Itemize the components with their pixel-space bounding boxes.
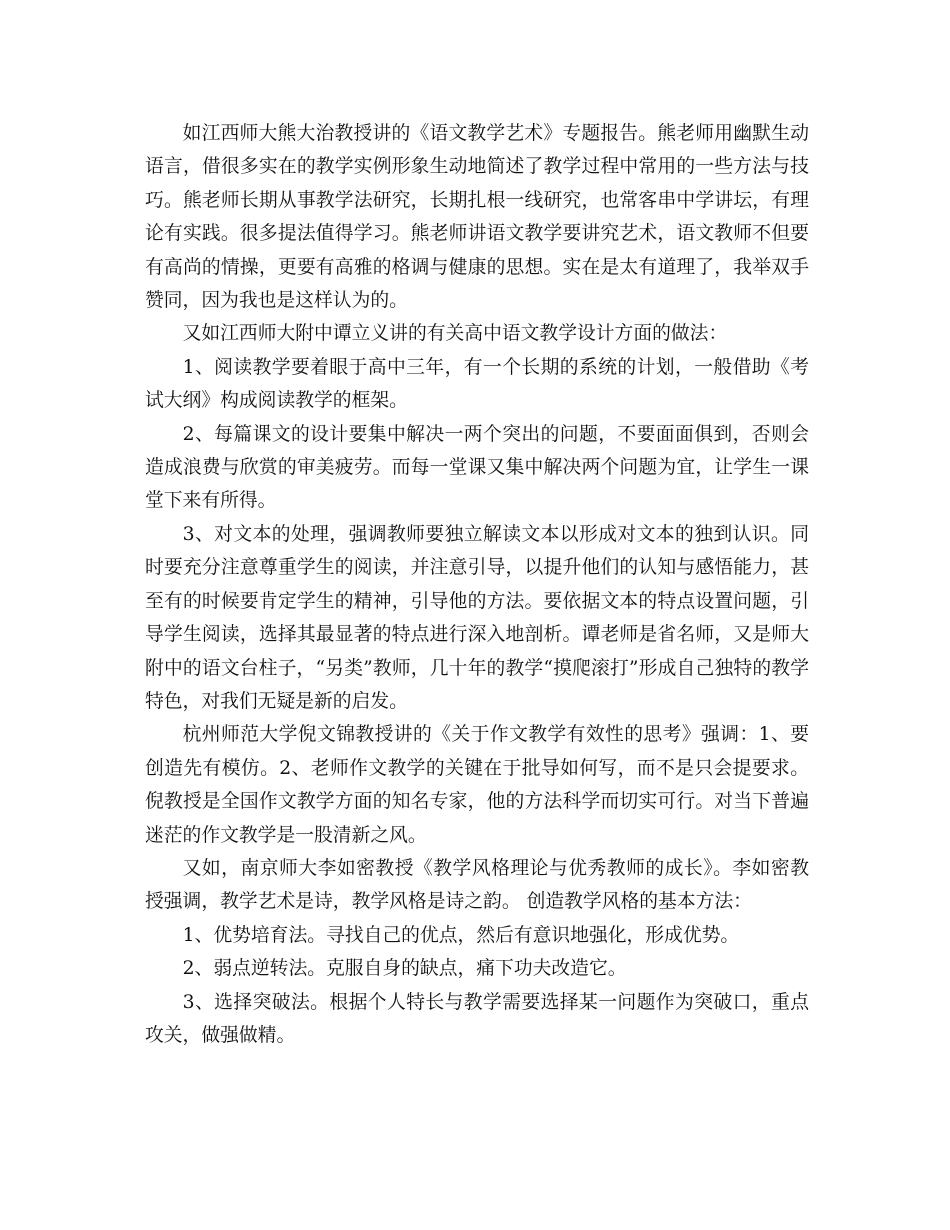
paragraph-1: 如江西师大熊大治教授讲的《语文教学艺术》专题报告。熊老师用幽默生动语言，借很多实在的教学实例形象生动地简述了教学过程中常用的一些方法与技巧。熊老师长期从事教学法研究，长期扎根一线研究，也常客串中学讲坛，有理论有实践。很多提法值得学习。熊老师讲语文教学要讲究艺术，语文教师不但要有高尚的情操，更要有高雅的格调与健康的思想。实在是太有道理了，我举双手赞同，因为我也是这样认为的。 <box>145 123 809 312</box>
document-body <box>145 117 809 1052</box>
list-item-1: 1、阅读教学要着眼于高中三年，有一个长期的系统的计划，一般借助《考试大纲》构成阅读教学的框架。 <box>145 356 809 412</box>
method-item-2: 2、弱点逆转法。克服自身的缺点，痛下功夫改造它。 <box>182 958 627 980</box>
paragraph-2: 又如江西师大附中谭立义讲的有关高中语文教学设计方面的做法： <box>182 323 728 345</box>
method-item-3: 3、选择突破法。根据个人特长与教学需要选择某一问题作为突破口，重点攻关，做强做精。 <box>145 991 809 1046</box>
list-item-3: 3、对文本的处理，强调教师要独立解读文本以形成对文本的独到认识。同时要充分注意尊重学生的阅读，并注意引导，以提升他们的认知与感悟能力，甚至有的时候要肯定学生的精神，引导他的方法。要依据文本的特点设置问题，引导学生阅读，选择其最显著的特点进行深入地剖析。谭老师是省名师，又是师大附中的语文台柱子，“另类”教师，几十年的教学“摸爬滚打”形成自己独特的教学特色，对我们无疑是新的启发。 <box>145 523 809 712</box>
list-item-2: 2、每篇课文的设计要集中解决一两个突出的问题，不要面面俱到，否则会造成浪费与欣赏的审美疲劳。而每一堂课又集中解决两个问题为宜，让学生一课堂下来有所得。 <box>145 423 809 512</box>
method-item-1: 1、优势培育法。寻找自己的优点，然后有意识地强化，形成优势。 <box>182 924 740 946</box>
paragraph-3: 杭州师范大学倪文锦教授讲的《关于作文教学有效性的思考》强调：1、要创造先有模仿。2、老师作文教学的关键在于批导如何写，而不是只会提要求。倪教授是全国作文教学方面的知名专家，他的方法科学而切实可行。对当下普遍迷茫的作文教学是一股清新之风。 <box>145 724 809 846</box>
paragraph-4: 又如，南京师大李如密教授《教学风格理论与优秀教师的成长》。李如密教授强调，教学艺术是诗，教学风格是诗之韵。 创造教学风格的基本方法： <box>145 857 809 913</box>
